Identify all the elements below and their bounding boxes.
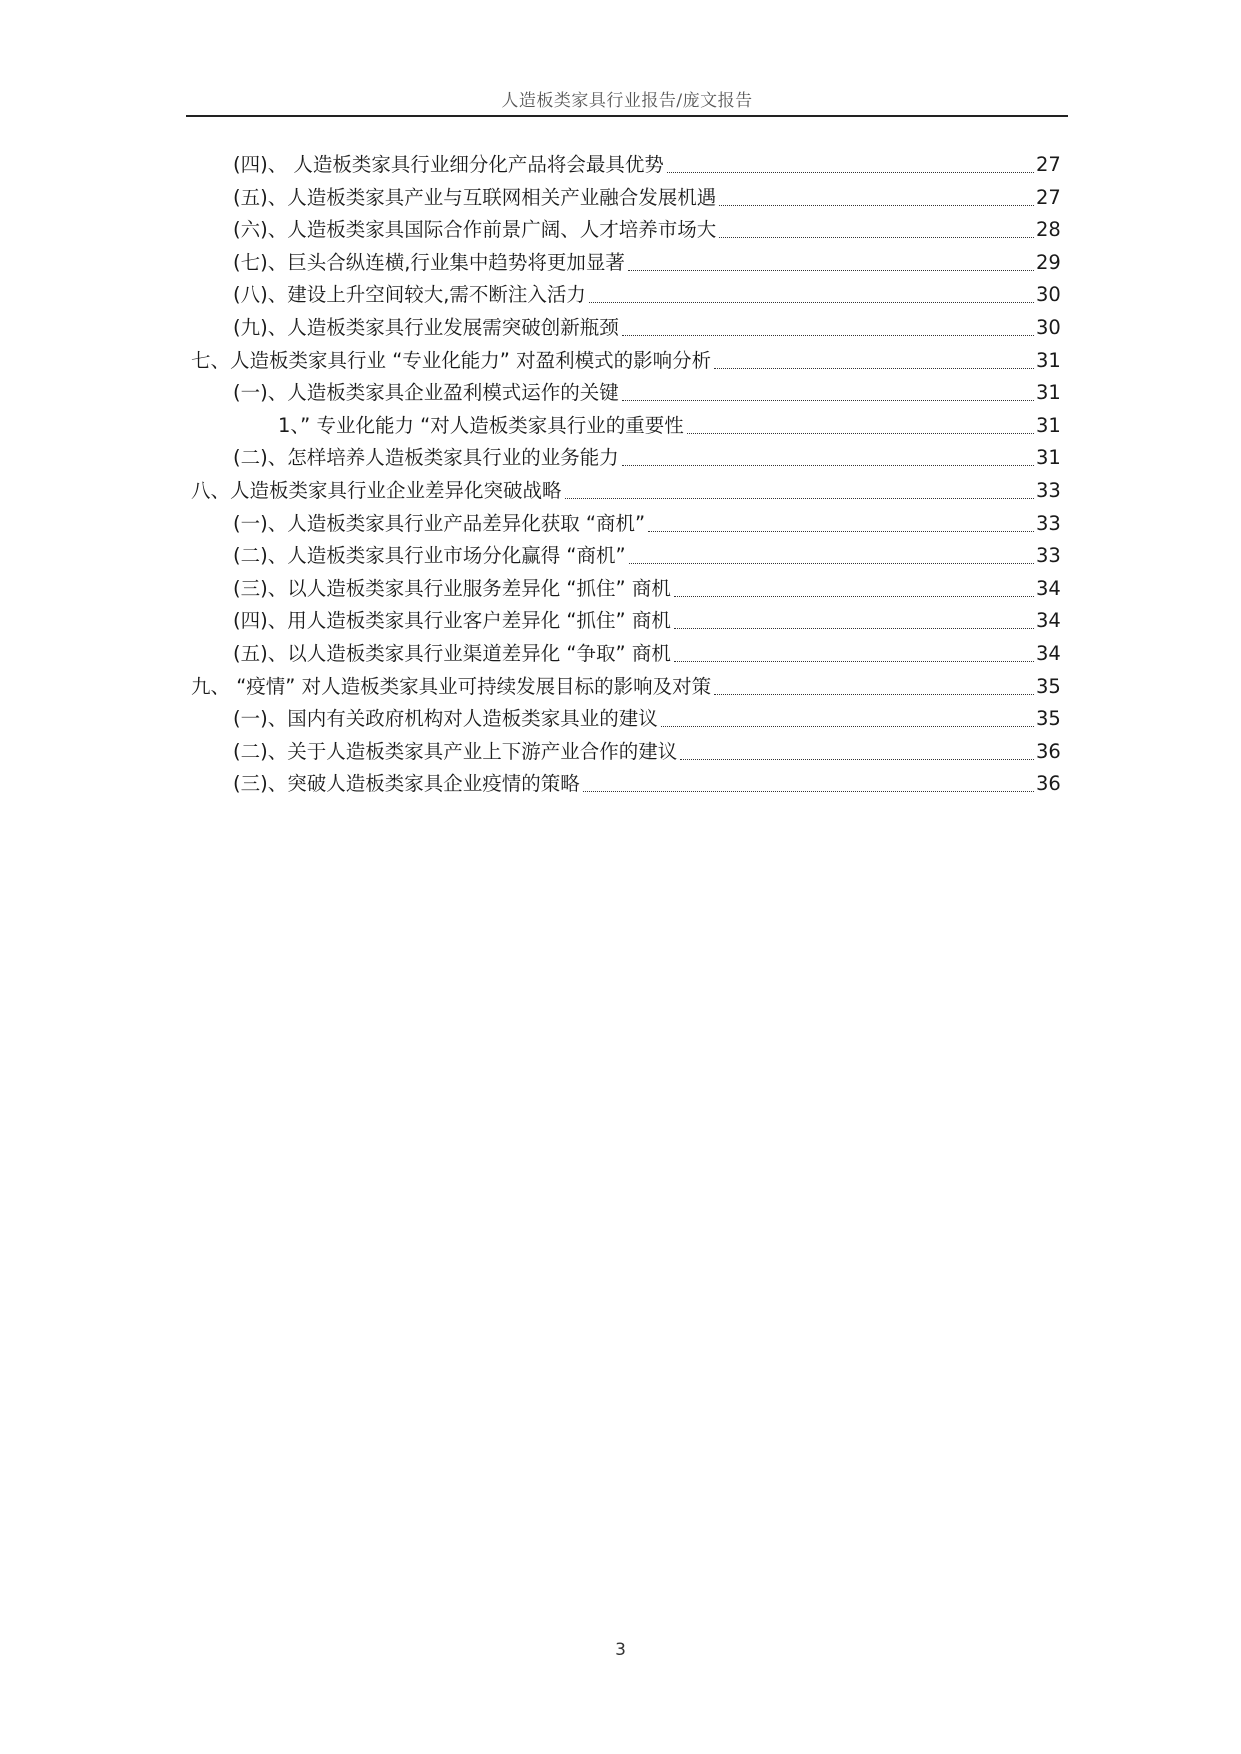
toc-entry-title: 1、” 专业化能力 “对人造板类家具行业的重要性 xyxy=(278,413,684,437)
toc-entry-title: (四)、 人造板类家具行业细分化产品将会最具优势 xyxy=(233,153,664,176)
toc-entry-page: 36 xyxy=(1036,772,1061,796)
toc-dot-leader xyxy=(714,694,1034,695)
toc-entry[interactable] xyxy=(233,278,1060,311)
toc-dot-leader xyxy=(622,465,1034,466)
toc-entry-title: 九、 “疫情” 对人造板类家具业可持续发展目标的影响及对策 xyxy=(191,674,712,698)
toc-entry[interactable] xyxy=(233,637,1060,670)
toc-dot-leader xyxy=(687,433,1034,434)
running-header: 人造板类家具行业报告/庞文报告 xyxy=(501,91,753,111)
toc-entry[interactable] xyxy=(233,702,1060,735)
toc-entry[interactable] xyxy=(233,246,1060,279)
toc-entry[interactable] xyxy=(233,181,1060,214)
toc-dot-leader xyxy=(628,270,1034,271)
toc-entry-page: 30 xyxy=(1036,316,1061,339)
toc-entry-title: (五)、人造板类家具产业与互联网相关产业融合发展机遇 xyxy=(233,185,717,209)
toc-entry-title: (二)、关于人造板类家具产业上下游产业合作的建议 xyxy=(233,739,678,763)
toc-dot-leader xyxy=(622,400,1034,401)
toc-entry-page: 35 xyxy=(1036,674,1061,698)
toc-entry[interactable] xyxy=(191,670,1060,703)
toc-entry-title: (一)、人造板类家具企业盈利模式运作的关键 xyxy=(233,381,619,405)
toc-entry-title: (一)、国内有关政府机构对人造板类家具业的建议 xyxy=(233,707,658,731)
toc-entry[interactable] xyxy=(233,604,1060,637)
toc-entry-title: (四)、用人造板类家具行业客户差异化 “抓住” 商机 xyxy=(233,609,671,633)
toc-dot-leader xyxy=(589,302,1034,303)
toc-entry-page: 34 xyxy=(1036,609,1061,633)
toc-entry-page: 35 xyxy=(1036,707,1061,731)
toc-entry-page: 31 xyxy=(1036,381,1061,405)
toc-entry-page: 33 xyxy=(1036,479,1061,502)
toc-dot-leader xyxy=(674,628,1034,629)
toc-entry-title: (二)、怎样培养人造板类家具行业的业务能力 xyxy=(233,446,619,470)
toc-dot-leader xyxy=(648,531,1034,532)
toc-entry-page: 30 xyxy=(1036,283,1061,307)
toc-entry-page: 31 xyxy=(1036,413,1061,437)
toc-dot-leader xyxy=(719,205,1034,206)
toc-entry-page: 33 xyxy=(1036,511,1061,535)
toc-entry[interactable] xyxy=(191,474,1060,507)
toc-entry-page: 31 xyxy=(1036,348,1061,372)
toc-entry-title: (二)、人造板类家具行业市场分化赢得 “商机” xyxy=(233,544,626,568)
toc-dot-leader xyxy=(719,237,1034,238)
toc-dot-leader xyxy=(629,563,1034,564)
toc-dot-leader xyxy=(674,596,1034,597)
toc-entry[interactable] xyxy=(233,735,1060,768)
toc-entry-page: 27 xyxy=(1036,185,1061,209)
toc-entry[interactable] xyxy=(233,767,1060,800)
toc-entry-title: 八、人造板类家具行业企业差异化突破战略 xyxy=(191,479,562,502)
toc-entry-title: (九)、人造板类家具行业发展需突破创新瓶颈 xyxy=(233,316,619,339)
toc-entry[interactable] xyxy=(233,507,1060,540)
toc-entry-title: (六)、人造板类家具国际合作前景广阔、人才培养市场大 xyxy=(233,218,717,242)
toc-entry-page: 27 xyxy=(1036,153,1061,176)
toc-entry-title: (五)、以人造板类家具行业渠道差异化 “争取” 商机 xyxy=(233,642,671,665)
toc-entry-title: (一)、人造板类家具行业产品差异化获取 “商机” xyxy=(233,511,646,535)
toc-entry[interactable] xyxy=(233,441,1060,474)
toc-dot-leader xyxy=(622,335,1034,336)
toc-entry-page: 34 xyxy=(1036,576,1061,600)
toc-entry[interactable] xyxy=(233,572,1060,605)
toc-dot-leader xyxy=(714,368,1034,369)
toc-entry-page: 29 xyxy=(1036,250,1061,274)
toc-entry[interactable] xyxy=(278,409,1060,442)
toc-entry-title: 七、人造板类家具行业 “专业化能力” 对盈利模式的影响分析 xyxy=(191,348,712,372)
toc-entry-title: (三)、突破人造板类家具企业疫情的策略 xyxy=(233,772,580,796)
toc-entry[interactable] xyxy=(233,213,1060,246)
toc-dot-leader xyxy=(674,661,1034,662)
toc-entry-page: 36 xyxy=(1036,739,1061,763)
page-number: 3 xyxy=(615,1640,626,1660)
toc-entry[interactable] xyxy=(233,376,1060,409)
toc-entry-page: 34 xyxy=(1036,642,1061,665)
toc-entry[interactable] xyxy=(233,539,1060,572)
toc-entry[interactable] xyxy=(233,148,1060,181)
toc-entry-title: (八)、建设上升空间较大,需不断注入活力 xyxy=(233,283,586,307)
toc-dot-leader xyxy=(661,726,1034,727)
toc-dot-leader xyxy=(680,759,1034,760)
toc-entry-page: 31 xyxy=(1036,446,1061,470)
toc-entry-title: (三)、以人造板类家具行业服务差异化 “抓住” 商机 xyxy=(233,576,671,600)
toc-dot-leader xyxy=(565,498,1034,499)
toc-entry[interactable] xyxy=(191,344,1060,377)
toc-entry[interactable] xyxy=(233,311,1060,344)
toc-dot-leader xyxy=(667,172,1034,173)
toc-dot-leader xyxy=(583,791,1034,792)
toc-entry-page: 33 xyxy=(1036,544,1061,568)
toc-entry-page: 28 xyxy=(1036,218,1061,242)
header-rule xyxy=(186,115,1068,117)
toc-entry-title: (七)、巨头合纵连横,行业集中趋势将更加显著 xyxy=(233,250,625,274)
